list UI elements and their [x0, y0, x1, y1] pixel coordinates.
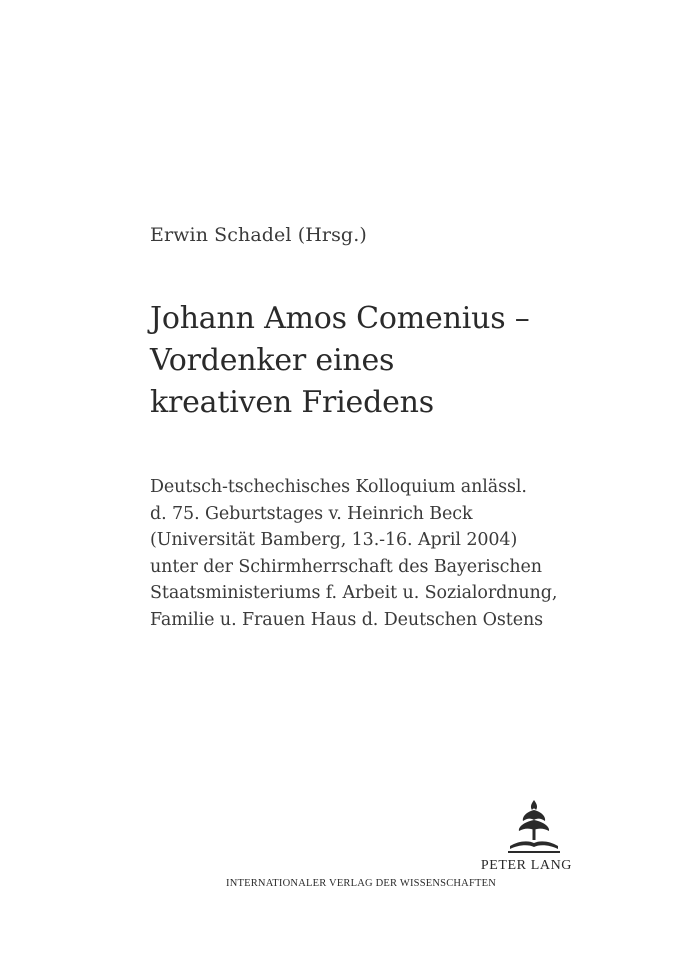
editor-name: Erwin Schadel (Hrsg.) [150, 224, 367, 246]
subtitle-line: unter der Schirmherrschaft des Bayerischen [150, 556, 542, 577]
title-line: Vordenker eines [150, 343, 395, 378]
publisher-tagline: INTERNATIONALER VERLAG DER WISSENSCHAFTEN [226, 878, 497, 889]
book-subtitle [150, 474, 557, 633]
subtitle-line: Deutsch-tschechisches Kolloquium anlässl. [150, 477, 527, 497]
subtitle-line: d. 75. Geburtstages v. Heinrich Beck [150, 503, 473, 524]
title-line: kreativen Friedens [150, 385, 434, 420]
title-line: Johann Amos Comenius – [150, 301, 530, 336]
peter-lang-tree-logo-icon [504, 798, 564, 858]
subtitle-line: Familie u. Frauen Haus d. Deutschen Ostens [150, 609, 544, 630]
book-title [150, 298, 530, 424]
publisher-block [226, 798, 586, 898]
publisher-name: PETER LANG [480, 858, 572, 873]
subtitle-line: (Universität Bamberg, 13.-16. April 2004) [150, 530, 518, 550]
subtitle-line: Staatsministeriums f. Arbeit u. Sozialordnung, [150, 583, 558, 603]
